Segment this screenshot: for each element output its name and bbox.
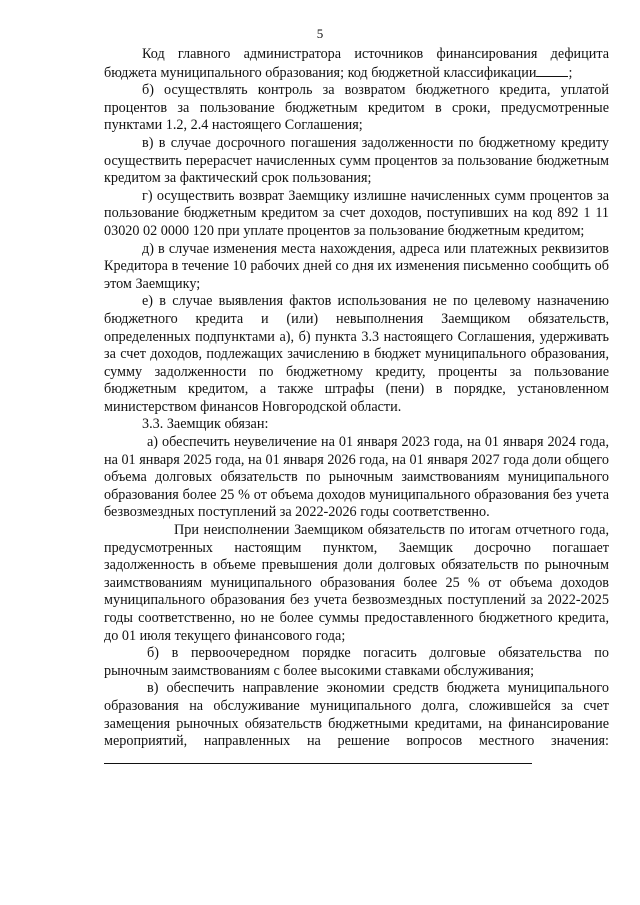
paragraph-item-b-control: б) осуществлять контроль за возвратом бюджетного кредита, уплатой процентов за пользование бюджетным кредитом в сроки, предусмотренные пунктами 1.2, 2.4 настоящего Соглашения;: [104, 82, 609, 134]
paragraph-suffix: ;: [568, 64, 573, 81]
document-body: [104, 46, 609, 769]
paragraph-item-b-priority-repayment: б) в первоочередном порядке погасить долговые обязательства по рыночным заимствованиям с более высокими ставками обслуживания;: [104, 645, 609, 679]
paragraph-item-d-address-change: д) в случае изменения места нахождения, адреса или платежных реквизитов Кредитора в течение 10 рабочих дней со дня их изменения письменно сообщить об этом Заемщику;: [104, 240, 609, 292]
paragraph-non-fulfillment: При неисполнении Заемщиком обязательств по итогам отчетного года, предусмотренных настоящим пунктом, Заемщик досрочно погашает задолженность в объеме превышения доли долговых обязательств по рыночным заимствованиям муниципального образования более 25 % от объема доходов муниципального образования без учета безвозмездных поступлений за 2022-2025 годы соответственно, но не более суммы предоставленного бюджетного кредита, до 01 июля текущего финансового года;: [104, 522, 609, 644]
section-heading-3-3: 3.3. Заемщик обязан:: [142, 416, 269, 433]
blank-fill-line: [536, 64, 568, 77]
paragraph-budget-classification-code: [104, 46, 609, 82]
paragraph-text: в) обеспечить направление экономии средств бюджета муниципального образования на обслуживание муниципального долга, сложившейся за счет замещения рыночных обязательств бюджетными кредитами, на финансирование мероприятий, направленных на решение вопросов местного значения:: [104, 680, 609, 750]
blank-fill-line: [104, 751, 532, 764]
page-number: 5: [316, 26, 324, 41]
paragraph-item-a-debt-share: а) обеспечить неувеличение на 01 января 2023 года, на 01 января 2024 года, на 01 января 2025 года, на 01 января 2026 года, на 01 января 2027 года доли общего объема долговых обязательств по рыночным заимствованиям муниципального образования более 25 % от объема доходов муниципального образования без учета безвозмездных поступлений за 2022-2026 годы соответственно.: [104, 434, 609, 521]
paragraph-item-v-recalculation: в) в случае досрочного погашения задолженности по бюджетному кредиту осуществить перерасчет начисленных сумм процентов за пользование бюджетным кредитом за фактический срок пользования;: [104, 134, 609, 187]
paragraph-item-v-savings: [104, 680, 609, 769]
paragraph-item-e-misuse: е) в случае выявления фактов использования не по целевому назначению бюджетного кредита и (или) невыполнения Заемщиком обязательств, определенных подпунктами а), б) пункта 3.3 настоящего Соглашения, удерживать за счет доходов, подлежащих зачислению в бюджет муниципального образования, сумму задолженности по бюджетному кредиту, проценты за пользование бюджетным кредитом, а также штрафы (пени) в порядке, установленном министерством финансов Новгородской области.: [104, 293, 609, 415]
paragraph-text: Код главного администратора источников финансирования дефицита бюджета муниципального образования; код бюджетной классификации: [104, 46, 609, 81]
paragraph-item-g-refund: г) осуществить возврат Заемщику излишне начисленных сумм процентов за пользование бюджетным кредитом за счет доходов, поступивших на код 892 1 11 03020 02 0000 120 при уплате процентов за пользование бюджетным кредитом;: [104, 187, 609, 239]
